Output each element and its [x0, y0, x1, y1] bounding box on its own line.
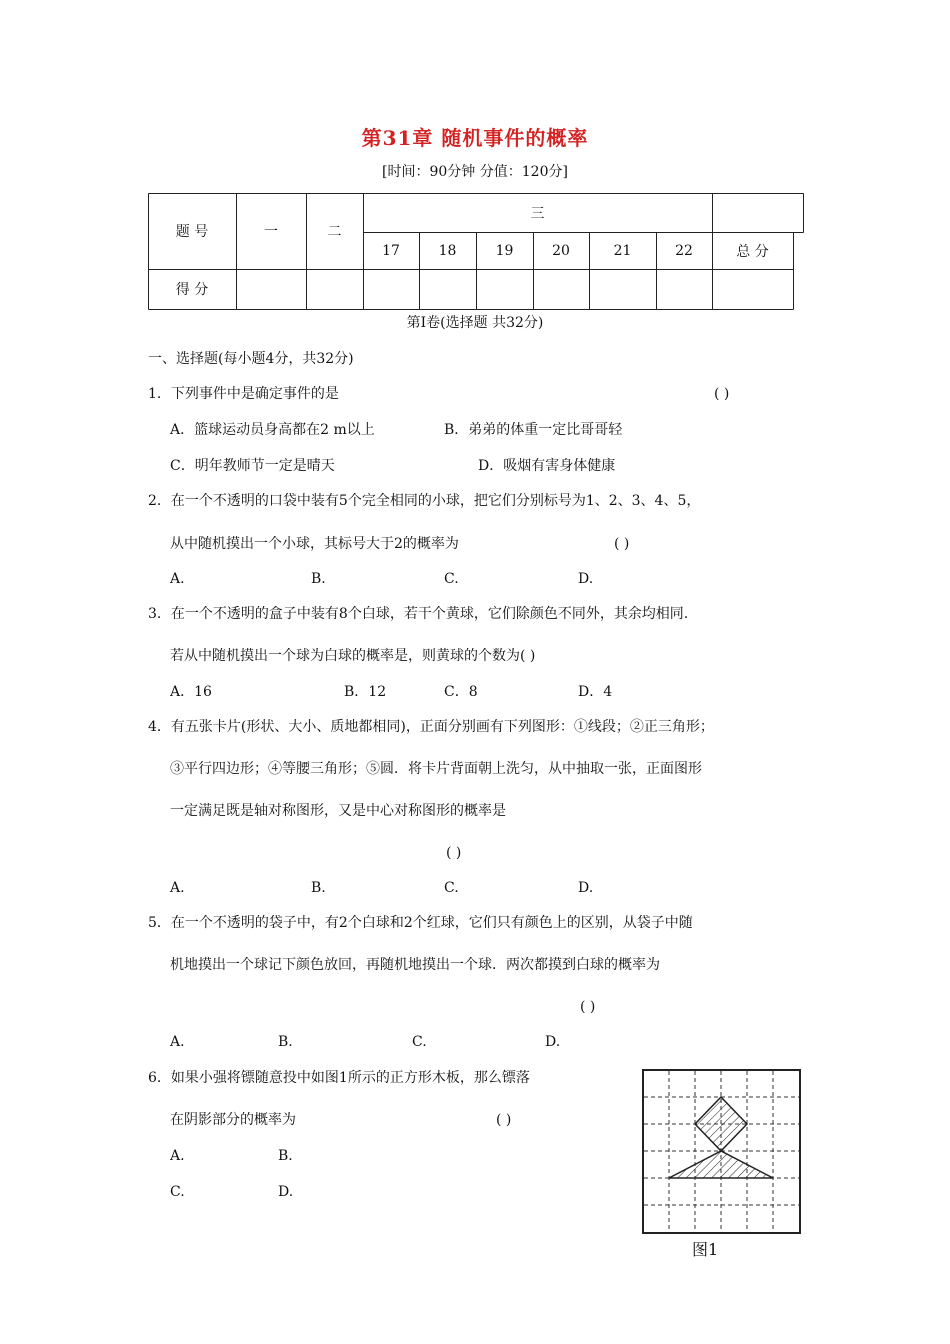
q2-answer-paren: ( ) [614, 536, 630, 552]
q4-option-b: B. [311, 880, 326, 896]
sub-19: 19 [495, 242, 514, 259]
q6-option-a: A. [170, 1148, 185, 1164]
q5-option-b: B. [278, 1034, 293, 1050]
q3-option-a: A．16 [170, 684, 212, 700]
q5-option-a: A. [170, 1034, 185, 1050]
q5-answer-paren: ( ) [580, 999, 596, 1015]
q4-line1: 4．有五张卡片(形状、大小、质地都相同)，正面分别画有下列图形：①线段；②正三角形； [148, 719, 714, 735]
section-title: 一、选择题(每小题4分，共32分) [148, 351, 354, 367]
page-title: 第31章 随机事件的概率 [361, 126, 589, 150]
q6-line1: 6．如果小强将镖随意投中如图1所示的正方形木板，那么镖落 [148, 1070, 530, 1086]
q4-answer-paren: ( ) [446, 845, 462, 861]
q1-answer-paren: ( ) [714, 386, 730, 402]
sub-20: 20 [552, 242, 570, 259]
sub-22: 22 [675, 242, 693, 259]
figure-caption: 图1 [692, 1240, 719, 1259]
q6-line2: 在阴影部分的概率为 [170, 1112, 296, 1128]
q6-answer-paren: ( ) [496, 1112, 512, 1128]
total-header: 总 分 [736, 243, 769, 260]
q1-stem: 1．下列事件中是确定事件的是 [148, 386, 339, 402]
q2-option-a: A. [170, 571, 185, 587]
sub-21: 21 [613, 242, 632, 259]
volume-title: 第Ⅰ卷(选择题 共32分) [406, 315, 544, 331]
q6-option-b: B. [278, 1148, 293, 1164]
q3-line1: 3．在一个不透明的盒子中装有8个白球，若干个黄球，它们除颜色不同外，其余均相同. [148, 606, 689, 622]
row-label-number: 题 号 [175, 224, 209, 240]
q5-option-c: C. [412, 1034, 427, 1050]
q1-option-c: C．明年教师节一定是晴天 [170, 458, 335, 474]
exam-meta: [时间：90分钟 分值：120分] [382, 164, 568, 180]
q5-line1: 5．在一个不透明的袋子中，有2个白球和2个红球，它们只有颜色上的区别，从袋子中随 [148, 915, 693, 931]
sub-18: 18 [438, 242, 457, 259]
q3-line2: 若从中随机摸出一个球为白球的概率是，则黄球的个数为( ) [170, 648, 536, 664]
q5-line2: 机地摸出一个球记下颜色放回，再随机地摸出一个球．两次都摸到白球的概率为 [170, 957, 660, 973]
q2-option-b: B. [311, 571, 326, 587]
col-three: 三 [530, 205, 545, 222]
score-table [148, 193, 804, 310]
q4-option-d: D. [578, 880, 594, 896]
q6-option-d: D. [278, 1184, 294, 1200]
sub-17: 17 [382, 242, 400, 259]
col-two: 二 [327, 224, 342, 240]
q3-option-c: C．8 [444, 684, 478, 700]
q1-option-d: D．吸烟有害身体健康 [478, 458, 616, 474]
q2-line2: 从中随机摸出一个小球，其标号大于2的概率为 [170, 536, 459, 552]
q4-option-a: A. [170, 880, 185, 896]
q4-line2: ③平行四边形；④等腰三角形；⑤圆．将卡片背面朝上洗匀，从中抽取一张，正面图形 [170, 761, 702, 777]
q4-option-c: C. [444, 880, 459, 896]
q6-option-c: C. [170, 1184, 185, 1200]
q4-line3: 一定满足既是轴对称图形，又是中心对称图形的概率是 [170, 803, 506, 819]
q2-option-d: D. [578, 571, 594, 587]
q2-line1: 2．在一个不透明的口袋中装有5个完全相同的小球，把它们分别标号为1、2、3、4、5， [148, 493, 701, 509]
q5-option-d: D. [545, 1034, 561, 1050]
dartboard-grid-figure [642, 1069, 802, 1235]
q1-option-b: B．弟弟的体重一定比哥哥轻 [444, 422, 623, 438]
col-one: 一 [264, 224, 278, 240]
q2-option-c: C. [444, 571, 459, 587]
figure-1-board [642, 1069, 802, 1239]
q3-option-d: D．4 [578, 684, 613, 700]
q1-option-a: A．篮球运动员身高都在2 m以上 [170, 422, 375, 438]
q3-option-b: B．12 [344, 684, 387, 700]
row-label-score: 得 分 [175, 282, 209, 298]
